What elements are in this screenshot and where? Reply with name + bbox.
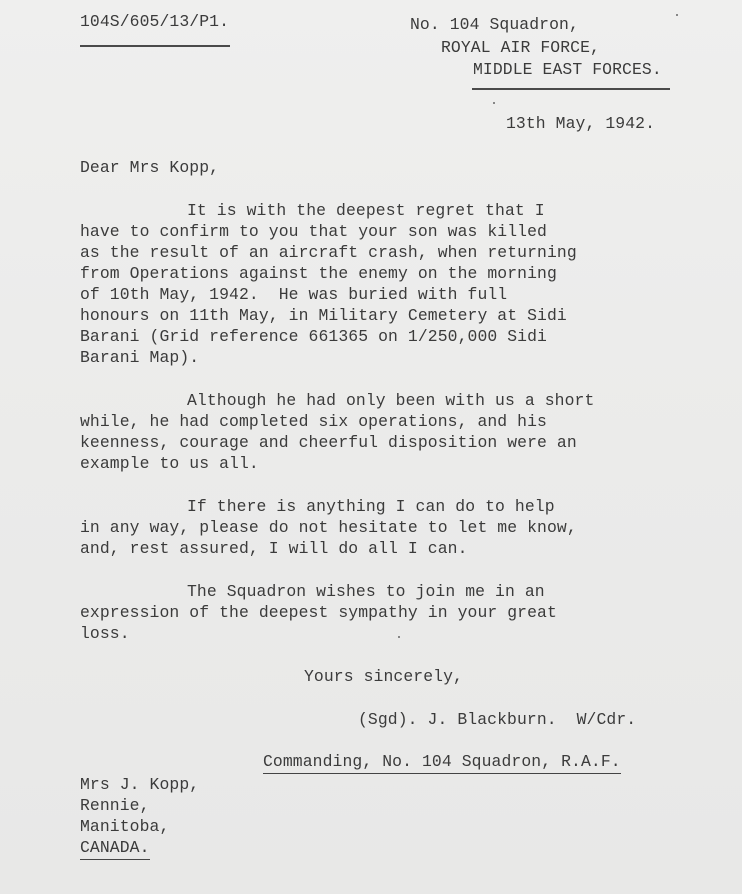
paragraph-line: example to us all.: [80, 454, 259, 473]
paper-speck: [493, 102, 495, 104]
paragraph-line: If there is anything I can do to help: [187, 497, 555, 516]
paragraph-line: It is with the deepest regret that I: [187, 201, 545, 220]
paragraph-line: while, he had completed six operations, and his: [80, 412, 547, 431]
recipient-address-line-4: CANADA.: [80, 837, 150, 860]
paragraph-line: and, rest assured, I will do all I can.: [80, 539, 468, 558]
sender-address-line-2: ROYAL AIR FORCE,: [441, 38, 600, 57]
paragraph-line: honours on 11th May, in Military Cemetery at Sidi: [80, 306, 567, 325]
paragraph-line: have to confirm to you that your son was killed: [80, 222, 547, 241]
paragraph-line: as the result of an aircraft crash, when returning: [80, 243, 577, 262]
sender-address-line-1: No. 104 Squadron,: [410, 15, 579, 34]
recipient-address-line-2: Rennie,: [80, 796, 150, 815]
signature: (Sgd). J. Blackburn. W/Cdr.: [358, 710, 637, 729]
paragraph-line: Barani (Grid reference 661365 on 1/250,000 Sidi: [80, 327, 547, 346]
closing: Yours sincerely,: [304, 667, 463, 686]
recipient-address-line-3: Manitoba,: [80, 817, 170, 836]
paragraph-line: expression of the deepest sympathy in your great: [80, 603, 557, 622]
paragraph-line: loss.: [80, 624, 130, 643]
address-underline: [472, 88, 670, 90]
letter-date: 13th May, 1942.: [506, 114, 656, 133]
reference-underline: [80, 45, 230, 47]
recipient-address-line-1: Mrs J. Kopp,: [80, 775, 200, 794]
sender-address-line-3: MIDDLE EAST FORCES.: [473, 60, 662, 79]
signatory-title: Commanding, No. 104 Squadron, R.A.F.: [263, 751, 621, 774]
reference-number: 104S/605/13/P1.: [80, 12, 230, 31]
paragraph-line: from Operations against the enemy on the morning: [80, 264, 557, 283]
paragraph-line: Barani Map).: [80, 348, 200, 367]
paragraph-line: in any way, please do not hesitate to let me know,: [80, 518, 577, 537]
paragraph-line: of 10th May, 1942. He was buried with full: [80, 285, 508, 304]
paragraph-line: Although he had only been with us a short: [187, 391, 595, 410]
paper-speck: [676, 14, 678, 16]
paper-speck: [398, 636, 400, 638]
paragraph-line: The Squadron wishes to join me in an: [187, 582, 545, 601]
salutation: Dear Mrs Kopp,: [80, 158, 220, 177]
paragraph-line: keenness, courage and cheerful disposition were an: [80, 433, 577, 452]
